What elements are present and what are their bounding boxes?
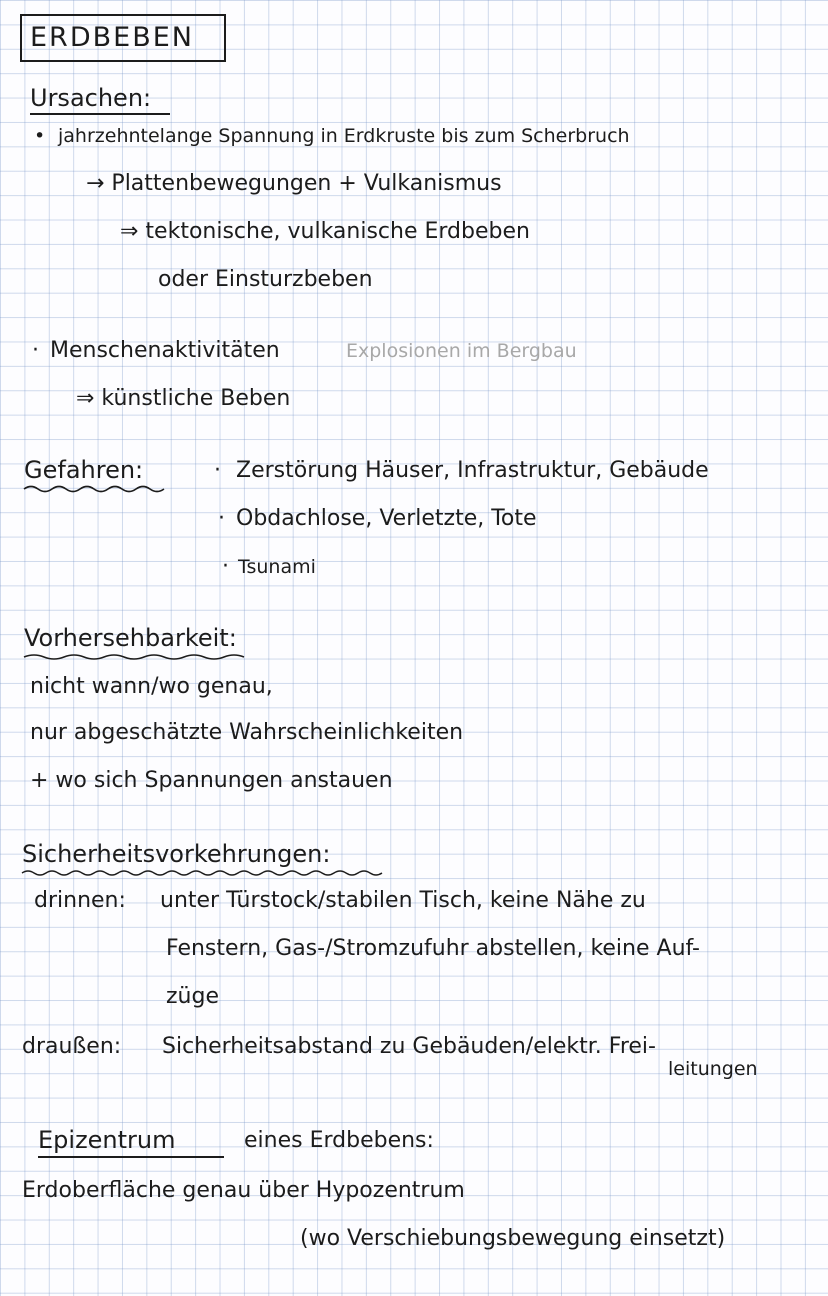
- ursachen-sub-1: → Plattenbewegungen + Vulkanismus: [86, 171, 502, 196]
- bullet-dot: ·: [32, 338, 39, 363]
- page-title: ERDBEBEN: [30, 22, 194, 53]
- vorhersehbarkeit-underline: [24, 652, 244, 662]
- ursachen-sub-3: oder Einsturzbeben: [158, 267, 373, 292]
- bullet-dot: ·: [214, 458, 221, 483]
- ursachen-sub-4: ⇒ künstliche Beben: [76, 386, 291, 411]
- vorhersehbarkeit-heading: Vorhersehbarkeit:: [24, 624, 237, 652]
- drinnen-label: drinnen:: [34, 888, 126, 913]
- draussen-line-1: Sicherheitsabstand zu Gebäuden/elektr. Frei-: [162, 1034, 656, 1059]
- drinnen-line-1: unter Türstock/stabilen Tisch, keine Nähe zu: [160, 888, 646, 913]
- vorhersehbarkeit-line-2: nur abgeschätzte Wahrscheinlichkeiten: [30, 720, 464, 745]
- ursachen-bullet-2-note: Explosionen im Bergbau: [346, 340, 577, 362]
- drinnen-line-2: Fenstern, Gas-/Stromzufuhr abstellen, keine Auf-: [166, 936, 700, 961]
- ursachen-heading: Ursachen:: [30, 84, 152, 112]
- ursachen-underline: [30, 113, 170, 115]
- gefahren-underline: [24, 484, 164, 494]
- gefahren-item-1: Zerstörung Häuser, Infrastruktur, Gebäude: [236, 458, 709, 483]
- ursachen-bullet-1: jahrzehntelange Spannung in Erdkruste bis zum Scherbruch: [58, 125, 630, 147]
- bullet-dot: •: [34, 125, 46, 147]
- sicherheit-underline: [22, 868, 388, 878]
- gefahren-item-2: Obdachlose, Verletzte, Tote: [236, 506, 537, 531]
- sicherheit-heading: Sicherheitsvorkehrungen:: [22, 840, 331, 868]
- ursachen-bullet-2: Menschenaktivitäten: [50, 338, 280, 363]
- epizentrum-underline: [38, 1156, 224, 1158]
- epizentrum-heading: Epizentrum: [38, 1126, 176, 1154]
- drinnen-line-3: züge: [166, 984, 219, 1009]
- epizentrum-heading-rest: eines Erdbebens:: [244, 1128, 434, 1153]
- epizentrum-line-2: (wo Verschiebungsbewegung einsetzt): [300, 1226, 726, 1251]
- vorhersehbarkeit-line-3: + wo sich Spannungen anstauen: [30, 768, 393, 793]
- vorhersehbarkeit-line-1: nicht wann/wo genau,: [30, 674, 273, 699]
- draussen-label: draußen:: [22, 1034, 122, 1059]
- gefahren-heading: Gefahren:: [24, 456, 144, 484]
- gefahren-item-3: Tsunami: [238, 556, 316, 578]
- ursachen-sub-2: ⇒ tektonische, vulkanische Erdbeben: [120, 219, 530, 244]
- bullet-dot: ·: [218, 506, 225, 531]
- epizentrum-line-1: Erdoberfläche genau über Hypozentrum: [22, 1178, 465, 1203]
- draussen-line-2: leitungen: [668, 1058, 758, 1080]
- bullet-dot: ·: [222, 554, 229, 579]
